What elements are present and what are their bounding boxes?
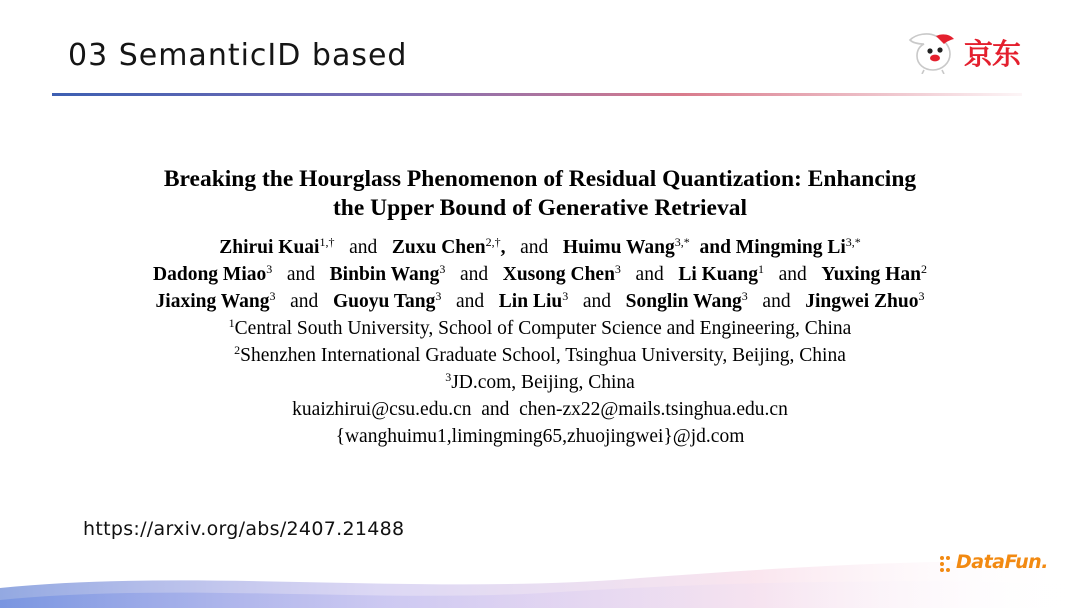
arxiv-link[interactable]: https://arxiv.org/abs/2407.21488: [83, 518, 405, 540]
title-divider: [52, 93, 1022, 96]
affiliation-text: JD.com, Beijing, China: [451, 372, 635, 393]
jd-logo: [906, 30, 1036, 74]
author-separator: and: [286, 264, 316, 285]
author-name: Zuxu Chen: [391, 237, 486, 258]
author-comma: ,: [500, 237, 506, 258]
author-separator: and: [456, 291, 485, 312]
author-line-1: [90, 234, 990, 261]
author-separator: and: [459, 264, 489, 285]
author-separator: and: [520, 237, 549, 258]
paper-title-line-1: Breaking the Hourglass Phenomenon of Residual Quantization: Enhancing: [163, 166, 917, 192]
author-affiliation-mark: 3: [435, 289, 442, 303]
paper-title-line-2: the Upper Bound of Generative Retrieval: [332, 195, 748, 221]
author-separator: and: [290, 291, 319, 312]
jd-dog-mascot-icon: [906, 30, 962, 74]
author-affiliation-mark: 2,†: [485, 235, 501, 249]
author-name: Yuxing Han: [821, 264, 921, 285]
affiliation-3: [90, 369, 990, 396]
author-affiliation-mark: 3: [741, 289, 748, 303]
email-line-2: {wanghuimu1,limingming65,zhuojingwei}@jd.com: [335, 426, 745, 447]
author-affiliation-mark: 3: [269, 289, 276, 303]
jd-wordmark: 京东: [964, 37, 1021, 71]
author-name: Li Kuang: [678, 264, 758, 285]
affiliation-text: Central South University, School of Computer Science and Engineering, China: [234, 318, 852, 339]
slide-title: 03 SemanticID based: [68, 38, 408, 73]
affiliation-text: Shenzhen International Graduate School, Tsinghua University, Beijing, China: [240, 345, 846, 366]
author-name: Jingwei Zhuo: [805, 291, 919, 312]
author-list: [90, 234, 990, 315]
author-affiliation-mark: 3: [266, 262, 273, 276]
author-name: Lin Liu: [498, 291, 563, 312]
author-name: and Mingming Li: [699, 237, 846, 258]
datafun-wordmark: DataFun.: [956, 551, 1048, 573]
author-affiliation-mark: 3,*: [845, 235, 861, 249]
author-separator: and: [778, 264, 807, 285]
decorative-wave: [0, 548, 1080, 608]
author-separator: and: [349, 237, 378, 258]
author-name: Huimu Wang: [562, 237, 675, 258]
author-separator: and: [635, 264, 664, 285]
email-line-1: kuaizhirui@csu.edu.cn and chen-zx22@mails.tsinghua.edu.cn: [292, 399, 788, 420]
author-line-3: [90, 288, 990, 315]
affiliation-2: [90, 342, 990, 369]
author-name: Xusong Chen: [502, 264, 615, 285]
author-separator: and: [582, 291, 611, 312]
author-affiliation-mark: 3: [562, 289, 569, 303]
author-line-2: [90, 261, 990, 288]
author-affiliation-mark: 3: [439, 262, 446, 276]
affiliation-1: [90, 315, 990, 342]
affiliation-mark: 2: [234, 343, 241, 357]
author-name: Dadong Miao: [153, 264, 267, 285]
author-name: Jiaxing Wang: [155, 291, 270, 312]
author-affiliation-mark: 3,*: [674, 235, 690, 249]
affiliation-mark: 3: [445, 370, 452, 384]
author-affiliation-mark: 3: [614, 262, 621, 276]
author-affiliation-mark: 1,†: [319, 235, 335, 249]
author-affiliation-mark: 2: [920, 262, 927, 276]
affiliation-list: [90, 315, 990, 450]
author-name: Songlin Wang: [625, 291, 742, 312]
author-name: Guoyu Tang: [332, 291, 436, 312]
datafun-logo: [938, 551, 1058, 577]
paper-header: [90, 165, 990, 450]
author-name: Binbin Wang: [329, 264, 440, 285]
author-affiliation-mark: 3: [918, 289, 925, 303]
datafun-dots-icon: [938, 554, 956, 576]
author-name: Zhirui Kuai: [219, 237, 320, 258]
affiliation-mark: 1: [228, 316, 235, 330]
author-affiliation-mark: 1: [758, 262, 764, 276]
paper-title: [90, 165, 990, 223]
author-separator: and: [762, 291, 791, 312]
